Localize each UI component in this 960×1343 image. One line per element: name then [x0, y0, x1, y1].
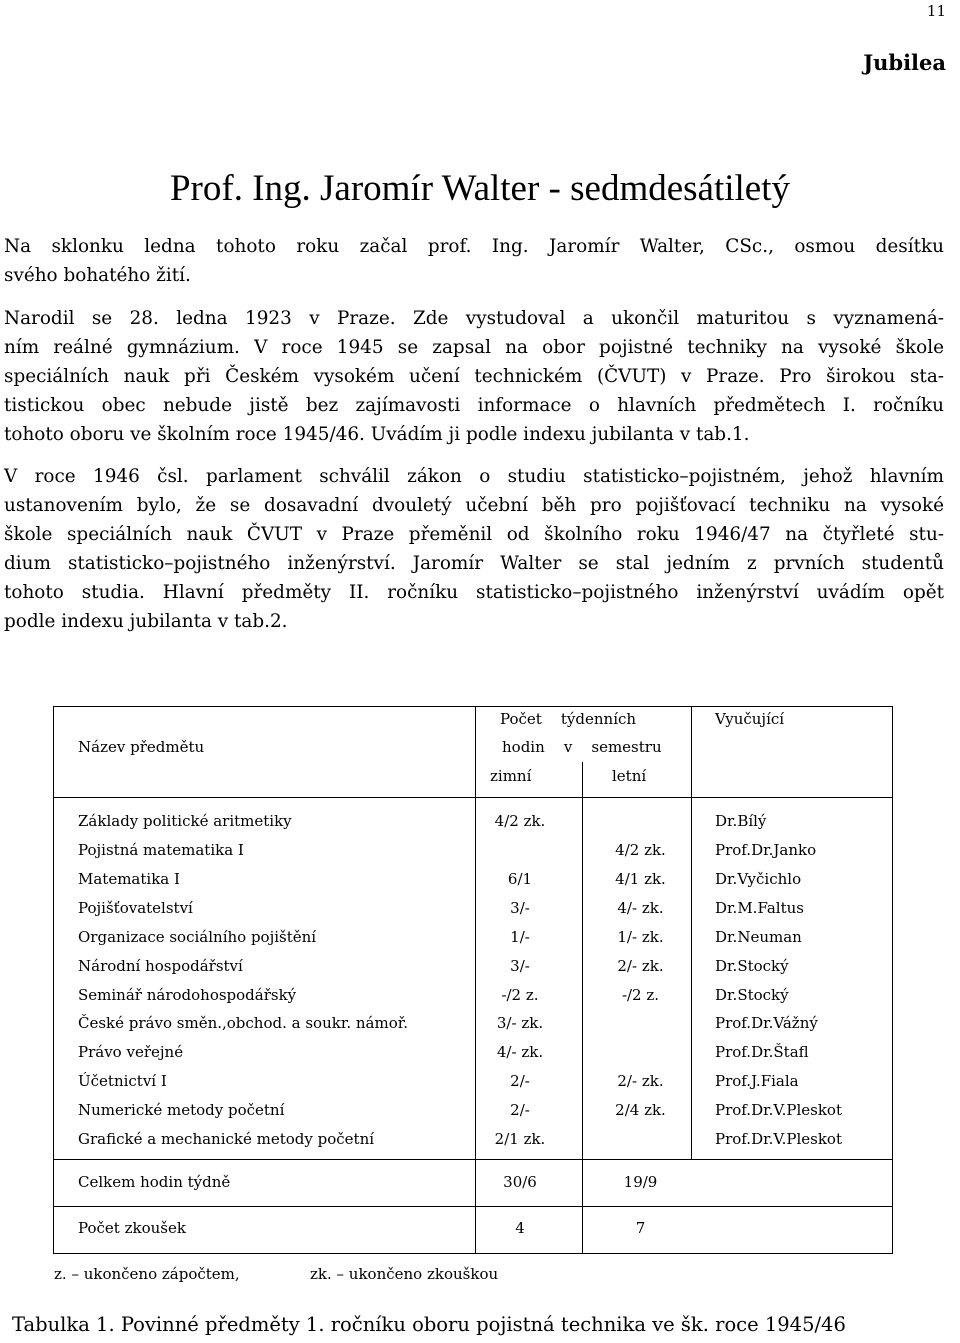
cell-summer: 4/1 zk. — [615, 870, 666, 888]
text-line: Narodil se 28. ledna 1923 v Praze. Zde vystudoval a ukončil maturitou s vyznamená- — [4, 308, 944, 329]
cell-subject: Účetnictví I — [78, 1072, 167, 1090]
exams-summer: 7 — [635, 1219, 646, 1237]
cell-summer: 4/- zk. — [617, 899, 664, 917]
cell-subject: Grafické a mechanické metody početní — [78, 1130, 375, 1148]
text-line: speciálních nauk při Českém vysokém učení technickém (ČVUT) v Praze. Pro širokou sta- — [4, 366, 944, 387]
total-label: Celkem hodin týdně — [78, 1173, 231, 1191]
exams-winter: 4 — [515, 1219, 525, 1237]
article-title: Prof. Ing. Jaromír Walter - sedmdesátiletý — [169, 168, 791, 209]
cell-winter: 3/- — [510, 957, 530, 975]
page-number: 11 — [926, 2, 946, 20]
cell-subject: Národní hospodářství — [78, 957, 243, 975]
header-hours: Počet týdenních — [500, 710, 637, 728]
header-subject: Název předmětu — [78, 738, 205, 756]
cell-winter: 2/- — [510, 1101, 530, 1119]
total-summer: 19/9 — [623, 1173, 658, 1191]
cell-winter: 4/2 zk. — [494, 812, 546, 830]
cell-teacher: Prof.Dr.Janko — [715, 841, 817, 859]
cell-winter: 6/1 — [507, 870, 533, 888]
table-column-divider — [475, 706, 476, 1254]
cell-teacher: Dr.Stocký — [715, 986, 789, 1004]
table-column-divider — [582, 762, 583, 1254]
cell-teacher: Dr.M.Faltus — [715, 899, 804, 917]
cell-winter: 1/- — [510, 928, 530, 946]
cell-winter: -/2 z. — [501, 986, 539, 1004]
cell-winter: 3/- zk. — [496, 1014, 544, 1032]
cell-summer: -/2 z. — [621, 986, 660, 1004]
text-line: škole speciálních nauk ČVUT v Praze přeměnil od školního roku 1946/47 na čtyřleté stu- — [4, 524, 944, 545]
paragraph-biography — [4, 304, 944, 449]
table-footnote — [0, 1265, 960, 1285]
header-hours-semester: hodin v semestru — [502, 738, 662, 756]
text-line: tistickou obec nebude jistě bez zajímavosti informace o hlavních předmětech I. ročníku — [4, 395, 944, 416]
cell-teacher: Dr.Neuman — [715, 928, 802, 946]
header-summer: letní — [612, 767, 647, 785]
text-line: ním reálné gymnázium. V roce 1945 se zapsal na obor pojistné techniky na vysoké škole — [4, 337, 944, 358]
cell-subject: Právo veřejné — [78, 1043, 184, 1061]
cell-subject: Pojistná matematika I — [78, 841, 244, 859]
cell-teacher: Dr.Stocký — [715, 957, 789, 975]
subjects-table — [53, 706, 893, 1254]
header-winter: zimní — [490, 767, 532, 785]
section-label: Jubilea — [863, 50, 946, 75]
cell-subject: Organizace sociálního pojištění — [78, 928, 317, 946]
cell-subject: Základy politické aritmetiky — [78, 812, 292, 830]
cell-winter: 2/- — [510, 1072, 530, 1090]
exams-label: Počet zkoušek — [78, 1219, 186, 1237]
footnote-exam: zk. – ukončeno zkouškou — [310, 1265, 499, 1283]
cell-summer: 2/4 zk. — [615, 1101, 666, 1119]
cell-teacher: Dr.Bílý — [715, 812, 767, 830]
cell-subject: Matematika I — [78, 870, 180, 888]
text-line: V roce 1946 čsl. parlament schválil zákon o studiu statisticko–pojistném, jehož hlavním — [4, 466, 944, 487]
text-line: dium statisticko–pojistného inženýrství. Jaromír Walter se stal jedním z prvních studentů — [4, 553, 944, 574]
cell-summer: 4/2 zk. — [615, 841, 666, 859]
cell-winter: 2/1 zk. — [494, 1130, 546, 1148]
text-line: podle indexu jubilanta v tab.2. — [4, 611, 288, 632]
table-divider — [53, 1206, 893, 1207]
cell-summer: 2/- zk. — [617, 957, 664, 975]
cell-summer: 2/- zk. — [617, 1072, 664, 1090]
cell-teacher: Prof.J.Fiala — [715, 1072, 799, 1090]
header-teacher: Vyučující — [715, 710, 785, 728]
cell-teacher: Prof.Dr.Vážný — [715, 1014, 818, 1032]
table-divider — [53, 1159, 893, 1160]
footnote-credit: z. – ukončeno zápočtem, — [54, 1265, 240, 1283]
cell-teacher: Prof.Dr.V.Pleskot — [715, 1101, 842, 1119]
text-line: tohoto studia. Hlavní předměty II. ročníku statisticko–pojistného inženýrství uvádím opět — [4, 582, 944, 603]
cell-teacher: Prof.Dr.V.Pleskot — [715, 1130, 842, 1148]
paragraph-study — [4, 462, 944, 636]
text-line: Na sklonku ledna tohoto roku začal prof. Ing. Jaromír Walter, CSc., osmou desítku — [4, 236, 944, 257]
paragraph-intro — [4, 232, 944, 290]
cell-teacher: Prof.Dr.Štafl — [715, 1043, 809, 1061]
cell-winter: 3/- — [510, 899, 530, 917]
cell-subject: Pojišťovatelství — [78, 899, 193, 917]
text-line: tohoto oboru ve školním roce 1945/46. Uvádím ji podle indexu jubilanta v tab.1. — [4, 424, 750, 445]
cell-subject: Seminář národohospodářský — [78, 986, 297, 1004]
text-line: svého bohatého žití. — [4, 265, 191, 286]
table-caption: Tabulka 1. Povinné předměty 1. ročníku oboru pojistná technika ve šk. roce 1945/46 — [12, 1313, 846, 1336]
text-line: ustanovením bylo, že se dosavadní dvouletý učební běh pro pojišťovací techniku na vysoké — [4, 495, 944, 516]
cell-teacher: Dr.Vyčichlo — [715, 870, 802, 888]
table-divider — [53, 797, 893, 798]
total-winter: 30/6 — [503, 1173, 537, 1191]
cell-subject: Numerické metody početní — [78, 1101, 285, 1119]
cell-summer: 1/- zk. — [617, 928, 664, 946]
cell-subject: České právo směn.,obchod. a soukr. námoř. — [78, 1014, 409, 1032]
cell-winter: 4/- zk. — [496, 1043, 544, 1061]
